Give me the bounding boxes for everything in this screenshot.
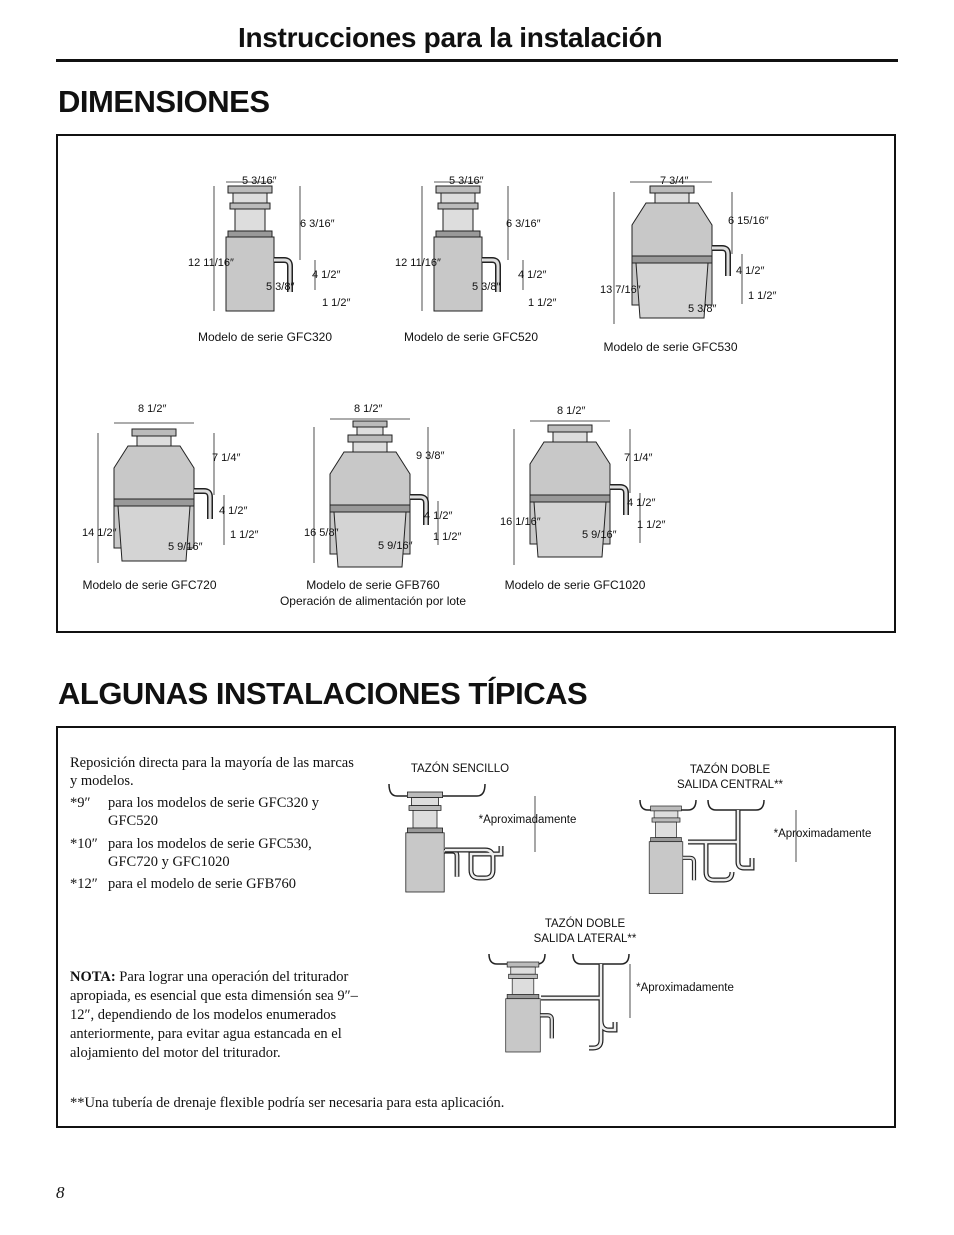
gfc720-mid: 4 1/2″ [219, 505, 248, 517]
gfc520-width: 5 3/16″ [449, 175, 484, 187]
double-center-label2: SALIDA CENTRAL** [676, 779, 784, 791]
gfc530-top: 6 15/16″ [728, 215, 769, 227]
single-bowl-label: TAZÓN SENCILLO [410, 763, 510, 775]
gfb760-caption: Modelo de serie GFB760 [306, 578, 440, 592]
page-header-title: Instrucciones para la instalación [238, 22, 663, 53]
gfc520-bottom: 1 1/2″ [528, 297, 557, 309]
note-12-key: *12″ [70, 876, 98, 892]
dimensions-heading: DIMENSIONES [58, 84, 270, 119]
gfc530-caption: Modelo de serie GFC530 [603, 340, 738, 354]
double-side-label1: TAZÓN DOBLE [544, 918, 626, 930]
gfc720-width: 8 1/2″ [138, 403, 167, 415]
model-gfc320-diagram [190, 172, 380, 322]
gfc530-height: 13 7/16″ [600, 284, 641, 296]
single-bowl-diagram [385, 780, 585, 895]
installations-heading: ALGUNAS INSTALACIONES TÍPICAS [58, 676, 588, 711]
double-center-label1: TAZÓN DOBLE [689, 764, 771, 776]
single-bowl-approx: *Aproximadamente [478, 814, 577, 826]
page-number: 8 [56, 1183, 65, 1202]
gfc520-height: 12 11/16″ [395, 257, 441, 269]
disposer-gfc320-icon [190, 172, 380, 322]
gfc1020-caption: Modelo de serie GFC1020 [504, 578, 646, 592]
gfc320-top: 6 3/16″ [300, 218, 335, 230]
installations-intro: Reposición directa para la mayoría de las marcas y modelos. [70, 755, 354, 789]
gfc530-side: 5 3/8″ [688, 303, 717, 315]
note-9-key: *9″ [70, 795, 91, 811]
gfc520-top: 6 3/16″ [506, 218, 541, 230]
double-side-diagram [485, 950, 645, 1060]
nota-paragraph [70, 968, 365, 1063]
gfc520-side: 5 3/8″ [472, 281, 501, 293]
double-center-diagram [636, 796, 816, 896]
double-side-label2: SALIDA LATERAL** [533, 933, 637, 945]
gfc1020-width: 8 1/2″ [557, 405, 586, 417]
double-center-approx: *Aproximadamente [773, 828, 872, 840]
model-gfc1020-diagram [500, 405, 690, 575]
gfc1020-side: 5 9/16″ [582, 529, 617, 541]
gfc1020-height: 16 1/16″ [500, 516, 541, 528]
gfb760-mid: 4 1/2″ [424, 510, 453, 522]
header-rule [56, 59, 898, 62]
gfc320-side: 5 3/8″ [266, 281, 295, 293]
gfc320-bottom: 1 1/2″ [322, 297, 351, 309]
double-side-approx: *Aproximadamente [636, 982, 734, 994]
gfc530-mid: 4 1/2″ [736, 265, 765, 277]
gfc1020-top: 7 1/4″ [624, 452, 653, 464]
gfc320-width: 5 3/16″ [242, 175, 277, 187]
gfc530-bottom: 1 1/2″ [748, 290, 777, 302]
nota-text: Para lograr una operación del triturador apropiada, es esencial que esta dimensión sea 9″–12″, dependiendo de los modelos enumerados anteriormente, para evitar agua estancada en el alojamiento del motor del triturador. [70, 969, 358, 1061]
gfb760-height: 16 5/8″ [304, 527, 339, 539]
model-gfc520-diagram [398, 172, 588, 322]
gfc720-height: 14 1/2″ [82, 527, 117, 539]
gfc320-height: 12 11/16″ [188, 257, 234, 269]
footnote: **Una tubería de drenaje flexible podría ser necesaria para esta aplicación. [70, 1095, 505, 1111]
gfb760-side: 5 9/16″ [378, 540, 413, 552]
gfc1020-bottom: 1 1/2″ [637, 519, 666, 531]
gfc720-top: 7 1/4″ [212, 452, 241, 464]
note-12 [70, 875, 360, 895]
note-10-key: *10″ [70, 836, 98, 852]
gfc720-caption: Modelo de serie GFC720 [82, 578, 217, 592]
gfc530-width: 7 3/4″ [660, 175, 689, 187]
gfb760-bottom: 1 1/2″ [433, 531, 462, 543]
gfc520-caption: Modelo de serie GFC520 [403, 330, 539, 344]
disposer-gfc520-icon [398, 172, 588, 322]
gfc720-side: 5 9/16″ [168, 541, 203, 553]
note-10 [70, 835, 350, 873]
disposer-gfc1020-icon [500, 405, 690, 575]
nota-label: NOTA: [70, 969, 116, 985]
note-12-text: para el modelo de serie GFB760 [108, 876, 297, 892]
gfc520-mid: 4 1/2″ [518, 269, 547, 281]
gfb760-top: 9 3/8″ [416, 450, 445, 462]
gfc720-bottom: 1 1/2″ [230, 529, 259, 541]
note-9-text: para los modelos de serie GFC320 y GFC520 [108, 795, 320, 829]
gfc320-mid: 4 1/2″ [312, 269, 341, 281]
note-10-text: para los modelos de serie GFC530, GFC720 y GFC1020 [108, 836, 312, 870]
gfb760-width: 8 1/2″ [354, 403, 383, 415]
gfc1020-mid: 4 1/2″ [627, 497, 656, 509]
gfc320-caption: Modelo de serie GFC320 [197, 330, 333, 344]
gfb760-caption-sub: Operación de alimentación por lote [279, 594, 467, 608]
note-9 [70, 794, 350, 832]
